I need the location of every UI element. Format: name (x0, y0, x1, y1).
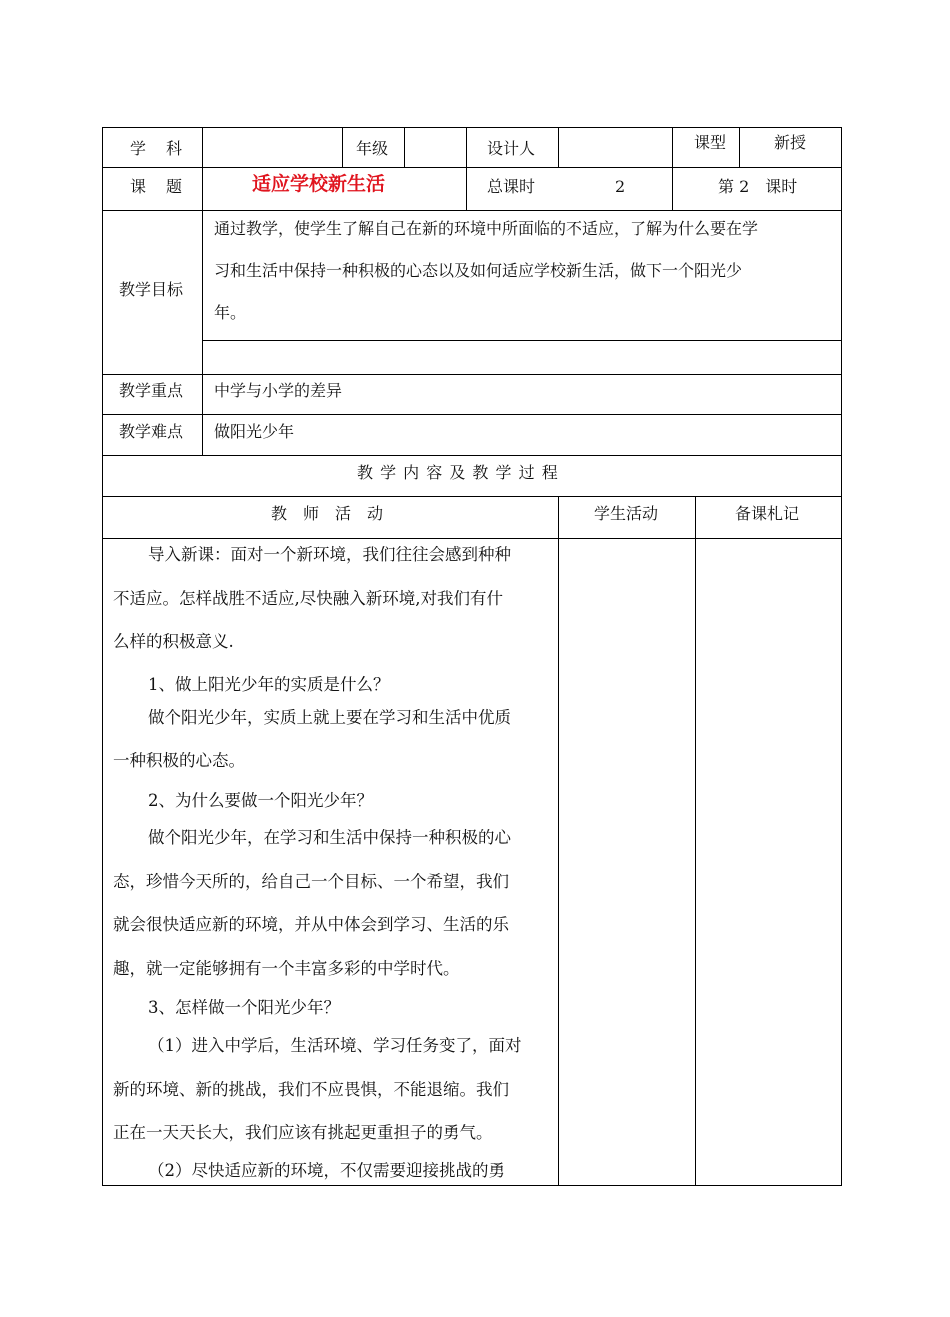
table-col-rule (558, 496, 559, 1186)
difficulty-label: 教学难点 (119, 422, 184, 441)
table-rule (102, 455, 842, 456)
table-border-left (102, 127, 103, 1186)
total-periods-label: 总课时 (487, 177, 536, 196)
content-line: 就会很快适应新的环境，并从中体会到学习、生活的乐 (113, 915, 509, 934)
key-point-value: 中学与小学的差异 (214, 381, 343, 400)
table-rule (102, 374, 842, 375)
period-label: 第 2 课时 (718, 177, 798, 196)
content-line: 新的环境、新的挑战，我们不应畏惧，不能退缩。我们 (113, 1080, 509, 1099)
notes-heading: 备课札记 (735, 504, 800, 523)
student-activity-heading: 学生活动 (594, 504, 659, 523)
designer-label: 设计人 (487, 139, 536, 158)
table-col-rule (342, 127, 343, 168)
table-rule (102, 210, 842, 211)
table-col-rule (558, 127, 559, 168)
table-border-right (841, 127, 842, 1186)
table-rule (202, 340, 842, 341)
objectives-line: 习和生活中保持一种积极的心态以及如何适应学校新生活，做下一个阳光少 (214, 261, 743, 280)
total-periods-value: 2 (615, 177, 626, 196)
objectives-line: 年。 (214, 303, 247, 322)
content-line: 趣，就一定能够拥有一个丰富多彩的中学时代。 (113, 959, 460, 978)
table-col-rule (739, 127, 740, 168)
table-border-top (102, 127, 842, 128)
table-rule (102, 496, 842, 497)
content-line: 做个阳光少年，实质上就上要在学习和生活中优质 (148, 708, 511, 727)
lesson-type-label: 课型 (694, 133, 727, 152)
content-line: 1、做上阳光少年的实质是什么？ (148, 675, 390, 694)
table-col-rule (672, 127, 673, 211)
content-line: 3、怎样做一个阳光少年？ (148, 998, 340, 1017)
content-line: 导入新课：面对一个新环境，我们往往会感到种种 (148, 545, 511, 564)
table-col-rule (466, 127, 467, 211)
objectives-line: 通过教学，使学生了解自己在新的环境中所面临的不适应，了解为什么要在学 (214, 219, 759, 238)
content-line: 么样的积极意义. (113, 632, 234, 651)
lesson-type-value: 新授 (774, 133, 807, 152)
content-line: 正在一天天长大，我们应该有挑起更重担子的勇气。 (113, 1123, 493, 1142)
process-heading: 教 学 内 容 及 教 学 过 程 (357, 463, 559, 482)
table-col-rule (695, 496, 696, 1186)
subject-label: 学 科 (130, 139, 185, 158)
table-rule (102, 414, 842, 415)
content-line: 做个阳光少年，在学习和生活中保持一种积极的心 (148, 828, 511, 847)
topic-label: 课 题 (130, 177, 185, 196)
content-line: 态，珍惜今天所的，给自己一个目标、一个希望，我们 (113, 872, 509, 891)
teacher-activity-heading: 教 师 活 动 (271, 504, 384, 523)
content-line: （1）进入中学后，生活环境、学习任务变了，面对 (148, 1036, 522, 1055)
table-col-rule (202, 127, 203, 455)
topic-title: 适应学校新生活 (252, 173, 386, 195)
difficulty-value: 做阳光少年 (214, 422, 295, 441)
table-rule (102, 167, 842, 168)
table-rule (102, 538, 842, 539)
key-point-label: 教学重点 (119, 381, 184, 400)
content-line: （2）尽快适应新的环境，不仅需要迎接挑战的勇 (148, 1161, 505, 1180)
grade-label: 年级 (356, 139, 389, 158)
objectives-label: 教学目标 (119, 280, 184, 299)
content-line: 一种积极的心态。 (113, 751, 245, 770)
table-border-bottom (102, 1185, 842, 1186)
table-col-rule (404, 127, 405, 168)
content-line: 不适应。怎样战胜不适应,尽快融入新环境,对我们有什 (113, 589, 503, 608)
content-line: 2、为什么要做一个阳光少年？ (148, 791, 373, 810)
